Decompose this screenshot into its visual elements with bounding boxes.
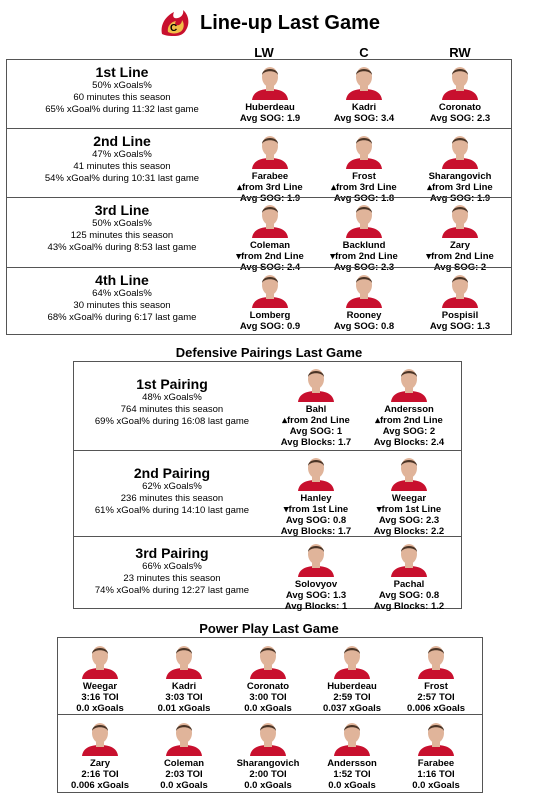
player-name: Coronato [438, 102, 482, 113]
xgoals: 0.0 xGoals [328, 780, 376, 791]
time-on-ice: 2:59 TOI [333, 692, 371, 703]
line-name: 3rd Pairing [135, 545, 209, 561]
player-name: Huberdeau [245, 102, 295, 113]
time-on-ice: 3:00 TOI [249, 692, 287, 703]
line-info [7, 202, 237, 254]
player-photo-icon [296, 453, 336, 491]
time-on-ice: 2:00 TOI [249, 769, 287, 780]
forward-line-row [7, 197, 511, 273]
forward-line-row [7, 267, 511, 336]
avg-sog: Avg SOG: 2.4 [239, 262, 301, 273]
player-photo-icon [80, 641, 120, 679]
player-name: Andersson [327, 758, 377, 769]
player-photo-icon [344, 131, 384, 169]
player-card[interactable] [417, 131, 503, 204]
player-card[interactable] [273, 453, 359, 537]
player-card[interactable] [321, 131, 407, 204]
line-info [74, 545, 270, 597]
xgoals: 0.01 xGoals [157, 703, 211, 714]
time-on-ice: 3:03 TOI [165, 692, 203, 703]
line-change: ▾from 2nd Line [330, 251, 398, 262]
line-name: 1st Pairing [136, 376, 208, 392]
xgoals-pct: 50% xGoals% [92, 218, 152, 229]
player-name: Farabee [251, 171, 289, 182]
powerplay-table [57, 637, 483, 793]
xgoals: 0.0 xGoals [244, 703, 292, 714]
xgoals: 0.0 xGoals [160, 780, 208, 791]
line-change: ▾from 1st Line [376, 504, 442, 515]
player-photo-icon [164, 641, 204, 679]
last-game-xgoal: 54% xGoal% during 10:31 last game [44, 173, 200, 184]
line-change: ▴from 3rd Line [237, 182, 303, 193]
xgoals-pct: 48% xGoals% [142, 392, 202, 403]
player-name: Frost [352, 171, 376, 182]
player-card[interactable] [227, 62, 313, 124]
player-card[interactable] [225, 718, 311, 791]
defense-pairing-row [74, 362, 461, 450]
player-photo-icon [344, 200, 384, 238]
last-game-xgoal: 43% xGoal% during 8:53 last game [47, 242, 197, 253]
avg-sog: Avg SOG: 2 [382, 426, 436, 437]
player-card[interactable] [57, 718, 143, 791]
xgoals: 0.006 xGoals [70, 780, 130, 791]
avg-sog: Avg SOG: 0.8 [285, 515, 347, 526]
player-photo-icon [440, 131, 480, 169]
player-photo-icon [250, 131, 290, 169]
last-game-xgoal: 69% xGoal% during 16:08 last game [94, 416, 250, 427]
line-name: 1st Line [95, 64, 149, 80]
defense-pairing-row [74, 536, 461, 610]
line-name: 2nd Pairing [133, 465, 211, 481]
forward-lines-table [6, 59, 512, 335]
line-info [7, 64, 237, 116]
player-name: Hanley [300, 493, 332, 504]
player-card[interactable] [227, 131, 313, 204]
time-on-ice: 3:16 TOI [81, 692, 119, 703]
line-change: ▾from 2nd Line [426, 251, 494, 262]
avg-sog: Avg SOG: 2.3 [429, 113, 491, 124]
player-photo-icon [416, 718, 456, 756]
powerplay-section-title: Power Play Last Game [199, 621, 339, 636]
last-game-xgoal: 61% xGoal% during 14:10 last game [94, 505, 250, 516]
player-name: Rooney [346, 310, 382, 321]
xgoals: 0.037 xGoals [322, 703, 382, 714]
avg-blocks: Avg Blocks: 2.4 [373, 437, 445, 448]
page-title: Line-up Last Game [199, 11, 381, 34]
avg-blocks: Avg Blocks: 2.2 [373, 526, 445, 537]
player-name: Backlund [342, 240, 386, 251]
player-photo-icon [248, 641, 288, 679]
avg-sog: Avg SOG: 1.8 [333, 193, 395, 204]
line-change: ▴from 2nd Line [282, 415, 350, 426]
player-photo-icon [250, 62, 290, 100]
player-card[interactable] [57, 641, 143, 714]
player-card[interactable] [417, 270, 503, 332]
minutes-season: 60 minutes this season [73, 92, 171, 103]
line-change: ▴from 3rd Line [331, 182, 397, 193]
line-change: ▴from 3rd Line [427, 182, 493, 193]
time-on-ice: 2:57 TOI [417, 692, 455, 703]
avg-blocks: Avg Blocks: 1.7 [280, 526, 352, 537]
player-photo-icon [440, 200, 480, 238]
player-name: Andersson [384, 404, 434, 415]
player-photo-icon [250, 200, 290, 238]
avg-sog: Avg SOG: 2.3 [378, 515, 440, 526]
avg-blocks: Avg Blocks: 1.2 [373, 601, 445, 612]
line-info [74, 465, 270, 517]
player-card[interactable] [309, 718, 395, 791]
avg-blocks: Avg Blocks: 1 [284, 601, 348, 612]
player-card[interactable] [321, 62, 407, 124]
player-name: Huberdeau [327, 681, 377, 692]
player-name: Coleman [249, 240, 291, 251]
player-card[interactable] [393, 641, 479, 714]
player-name: Sharangovich [236, 758, 300, 769]
defensive-pairings-table [73, 361, 462, 612]
line-name: 2nd Line [93, 133, 151, 149]
avg-sog: Avg SOG: 1.9 [239, 193, 301, 204]
avg-sog: Avg SOG: 1.3 [285, 590, 347, 601]
player-card[interactable] [141, 641, 227, 714]
line-change: ▾from 2nd Line [236, 251, 304, 262]
player-photo-icon [164, 718, 204, 756]
time-on-ice: 2:16 TOI [81, 769, 119, 780]
player-photo-icon [80, 718, 120, 756]
xgoals-pct: 66% xGoals% [142, 561, 202, 572]
column-header-c: C [359, 45, 369, 60]
defense-section-title: Defensive Pairings Last Game [175, 345, 363, 360]
player-card[interactable] [321, 200, 407, 273]
line-info [74, 376, 270, 428]
player-name: Zary [89, 758, 111, 769]
player-photo-icon [248, 718, 288, 756]
player-card[interactable] [417, 62, 503, 124]
player-photo-icon [344, 270, 384, 308]
avg-sog: Avg SOG: 0.8 [333, 321, 395, 332]
player-name: Lomberg [249, 310, 291, 321]
player-photo-icon [332, 641, 372, 679]
player-card[interactable] [309, 641, 395, 714]
minutes-season: 23 minutes this season [123, 573, 221, 584]
player-name: Solovyov [294, 579, 338, 590]
player-photo-icon [416, 641, 456, 679]
xgoals: 0.0 xGoals [76, 703, 124, 714]
last-game-xgoal: 65% xGoal% during 11:32 last game [45, 104, 199, 115]
line-name: 3rd Line [94, 202, 150, 218]
player-name: Coleman [163, 758, 205, 769]
forward-line-row [7, 60, 511, 128]
page-header [0, 6, 538, 40]
flames-logo-icon [158, 8, 192, 38]
avg-sog: Avg SOG: 0.8 [378, 590, 440, 601]
avg-sog: Avg SOG: 1 [289, 426, 343, 437]
player-name: Kadri [351, 102, 377, 113]
line-info [7, 272, 237, 324]
avg-sog: Avg SOG: 2.3 [333, 262, 395, 273]
avg-sog: Avg SOG: 1.9 [239, 113, 301, 124]
player-card[interactable] [225, 641, 311, 714]
line-change: ▾from 1st Line [283, 504, 349, 515]
player-card[interactable] [393, 718, 479, 791]
xgoals: 0.006 xGoals [406, 703, 466, 714]
player-photo-icon [250, 270, 290, 308]
time-on-ice: 1:52 TOI [333, 769, 371, 780]
player-card[interactable] [366, 539, 452, 612]
player-name: Bahl [305, 404, 327, 415]
player-card[interactable] [273, 539, 359, 612]
player-photo-icon [344, 62, 384, 100]
player-name: Pachal [393, 579, 425, 590]
player-name: Coronato [246, 681, 290, 692]
player-name: Frost [424, 681, 448, 692]
player-name: Weegar [391, 493, 427, 504]
xgoals-pct: 64% xGoals% [92, 288, 152, 299]
player-photo-icon [440, 270, 480, 308]
player-name: Zary [449, 240, 471, 251]
last-game-xgoal: 68% xGoal% during 6:17 last game [47, 312, 197, 323]
minutes-season: 764 minutes this season [120, 404, 224, 415]
line-change: ▴from 2nd Line [375, 415, 443, 426]
svg-text:C: C [169, 23, 178, 34]
line-info [7, 133, 237, 185]
player-photo-icon [332, 718, 372, 756]
xgoals: 0.0 xGoals [244, 780, 292, 791]
avg-sog: Avg SOG: 3.4 [333, 113, 395, 124]
player-name: Kadri [171, 681, 197, 692]
defense-pairing-row [74, 450, 461, 536]
player-name: Weegar [82, 681, 118, 692]
avg-sog: Avg SOG: 1.3 [429, 321, 491, 332]
player-photo-icon [296, 539, 336, 577]
player-card[interactable] [366, 364, 452, 448]
minutes-season: 125 minutes this season [70, 230, 174, 241]
line-name: 4th Line [95, 272, 149, 288]
powerplay-row [58, 714, 482, 792]
xgoals-pct: 62% xGoals% [142, 481, 202, 492]
xgoals-pct: 47% xGoals% [92, 149, 152, 160]
player-card[interactable] [227, 200, 313, 273]
player-card[interactable] [141, 718, 227, 791]
time-on-ice: 2:03 TOI [165, 769, 203, 780]
minutes-season: 30 minutes this season [73, 300, 171, 311]
player-photo-icon [389, 539, 429, 577]
player-photo-icon [389, 364, 429, 402]
powerplay-row [58, 638, 482, 714]
forward-line-row [7, 128, 511, 204]
minutes-season: 236 minutes this season [120, 493, 224, 504]
player-photo-icon [389, 453, 429, 491]
column-header-lw: LW [254, 45, 274, 60]
player-card[interactable] [366, 453, 452, 537]
player-card[interactable] [227, 270, 313, 332]
avg-blocks: Avg Blocks: 1.7 [280, 437, 352, 448]
player-name: Farabee [417, 758, 455, 769]
xgoals-pct: 50% xGoals% [92, 80, 152, 91]
player-card[interactable] [321, 270, 407, 332]
last-game-xgoal: 74% xGoal% during 12:27 last game [94, 585, 250, 596]
player-photo-icon [440, 62, 480, 100]
xgoals: 0.0 xGoals [412, 780, 460, 791]
avg-sog: Avg SOG: 1.9 [429, 193, 491, 204]
column-header-rw: RW [449, 45, 471, 60]
player-name: Pospisil [441, 310, 479, 321]
avg-sog: Avg SOG: 0.9 [239, 321, 301, 332]
player-name: Sharangovich [428, 171, 492, 182]
player-card[interactable] [273, 364, 359, 448]
avg-sog: Avg SOG: 2 [433, 262, 487, 273]
time-on-ice: 1:16 TOI [417, 769, 455, 780]
minutes-season: 41 minutes this season [73, 161, 171, 172]
player-photo-icon [296, 364, 336, 402]
player-card[interactable] [417, 200, 503, 273]
